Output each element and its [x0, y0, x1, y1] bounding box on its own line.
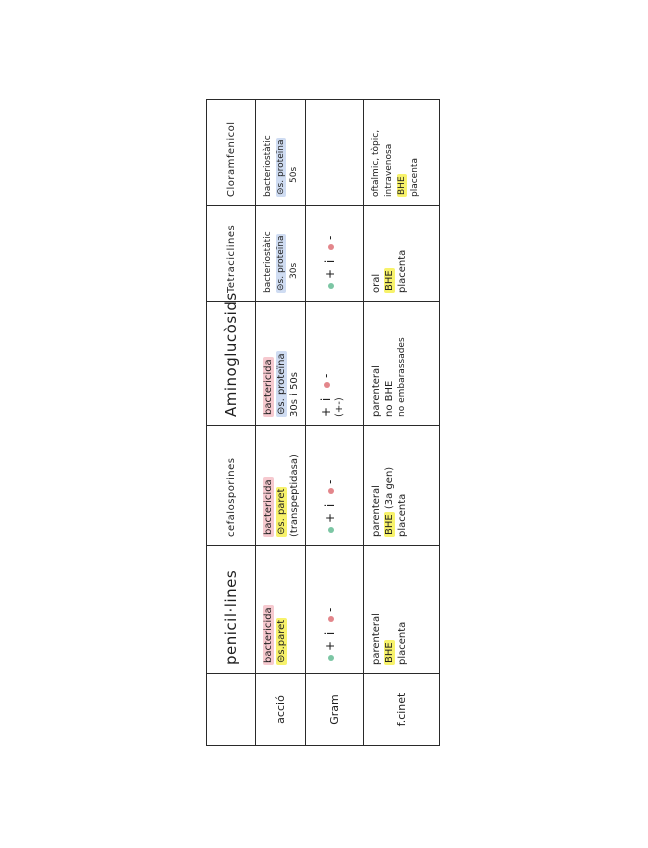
text-oftalmic-topic: oftalmic, tòpic,: [371, 129, 381, 197]
row-accio: [256, 100, 306, 746]
highlight-sintesi-proteina: ⊝s. proteïna: [276, 353, 287, 415]
cell-accio-tetraciclines: [256, 206, 306, 302]
gram-plus: +: [323, 267, 337, 279]
red-dot-icon: [328, 616, 334, 622]
green-dot-icon: [328, 655, 334, 661]
text-parenteral: parenteral: [371, 613, 382, 665]
cell-gram-aminoglucosids: [306, 302, 364, 426]
text-bacteriostatic: bacteriostàtic: [263, 231, 273, 293]
row-label-accio: acció: [256, 674, 306, 746]
cell-fcinet-penicillines: [364, 546, 440, 674]
gram-plus: +: [319, 405, 333, 417]
highlight-sintesi-paret: ⊝s. paret: [276, 488, 287, 535]
highlight-sintesi-paret: ⊝s.paret: [276, 619, 287, 663]
green-dot-icon: [328, 283, 334, 289]
header-tetraciclines: Tetraciclines: [207, 206, 256, 302]
row-gram: [306, 100, 364, 746]
gram-minus: -: [323, 478, 337, 484]
gram-and: i: [319, 396, 333, 402]
highlight-bactericida: bactericida: [263, 359, 274, 415]
gram-and: i: [323, 630, 337, 636]
header-cloramfenicol: Cloramfenicol: [207, 100, 256, 206]
highlight-bhe: BHE: [397, 176, 407, 195]
highlight-sintesi-proteina: ⊝s. proteïna: [276, 235, 286, 291]
cell-fcinet-cefalosporines: [364, 426, 440, 546]
cell-fcinet-cloramfenicol: [364, 100, 440, 206]
text-placenta: placenta: [397, 493, 408, 537]
header-penicillines: penicil·lines: [207, 546, 256, 674]
cell-accio-penicillines: [256, 546, 306, 674]
cell-gram-tetraciclines: [306, 206, 364, 302]
text-no-bhe: no BHE: [384, 380, 395, 417]
antibiotics-comparison-table: [206, 99, 440, 746]
text-no-embarassades: no embarassades: [397, 337, 407, 417]
rotated-table-container: [206, 100, 432, 746]
gram-and: i: [323, 258, 337, 264]
text-bacteriostatic: bacteriostàtic: [263, 135, 273, 197]
cell-accio-aminoglucosids: [256, 302, 306, 426]
text-oral: oral: [371, 273, 382, 293]
row-label-gram: Gram: [306, 674, 364, 746]
text-placenta: placenta: [410, 158, 420, 197]
text-ribosome-30s: 30s: [289, 262, 299, 279]
text-ribosome-50s: 50s: [289, 166, 299, 183]
red-dot-icon: [328, 244, 334, 250]
header-empty-cell: [207, 674, 256, 746]
gram-plus: +: [323, 511, 337, 523]
text-intravenosa: intravenosa: [384, 143, 394, 197]
highlight-bactericida: bactericida: [263, 607, 274, 663]
cell-gram-penicillines: [306, 546, 364, 674]
antibiotics-table-sheet: [206, 100, 432, 746]
cell-accio-cloramfenicol: [256, 100, 306, 206]
cell-gram-cefalosporines: [306, 426, 364, 546]
header-aminoglucosids: Aminoglucòsids: [207, 302, 256, 426]
highlight-bhe: BHE: [384, 270, 395, 291]
gram-minus: -: [319, 372, 333, 378]
text-transpeptidasa: (transpeptidasa): [289, 454, 300, 537]
header-row: [207, 100, 256, 746]
gram-minus: -: [323, 606, 337, 612]
highlight-sintesi-proteina: ⊝s. proteïna: [276, 139, 286, 195]
text-parenteral: parenteral: [371, 365, 382, 417]
header-cefalosporines: cefalosporines: [207, 426, 256, 546]
highlight-bhe: BHE: [384, 514, 395, 535]
highlight-bactericida: bactericida: [263, 479, 274, 535]
text-3a-gen: (3a gen): [384, 466, 395, 510]
row-fcinet: [364, 100, 440, 746]
gram-minus: -: [323, 234, 337, 240]
red-dot-icon: [324, 382, 330, 388]
gram-extra: (+-): [334, 397, 345, 417]
cell-accio-cefalosporines: [256, 426, 306, 546]
cell-fcinet-aminoglucosids: [364, 302, 440, 426]
row-label-fcinet: f.cinet: [364, 674, 440, 746]
cell-fcinet-tetraciclines: [364, 206, 440, 302]
cell-gram-cloramfenicol-empty: [306, 100, 364, 206]
text-ribosomes: 30s i 50s: [289, 371, 300, 417]
text-placenta: placenta: [397, 621, 408, 665]
green-dot-icon: [328, 527, 334, 533]
highlight-bhe: BHE: [384, 642, 395, 663]
text-placenta: placenta: [397, 249, 408, 293]
red-dot-icon: [328, 488, 334, 494]
gram-plus: +: [323, 639, 337, 651]
gram-and: i: [323, 502, 337, 508]
text-parenteral: parenteral: [371, 485, 382, 537]
